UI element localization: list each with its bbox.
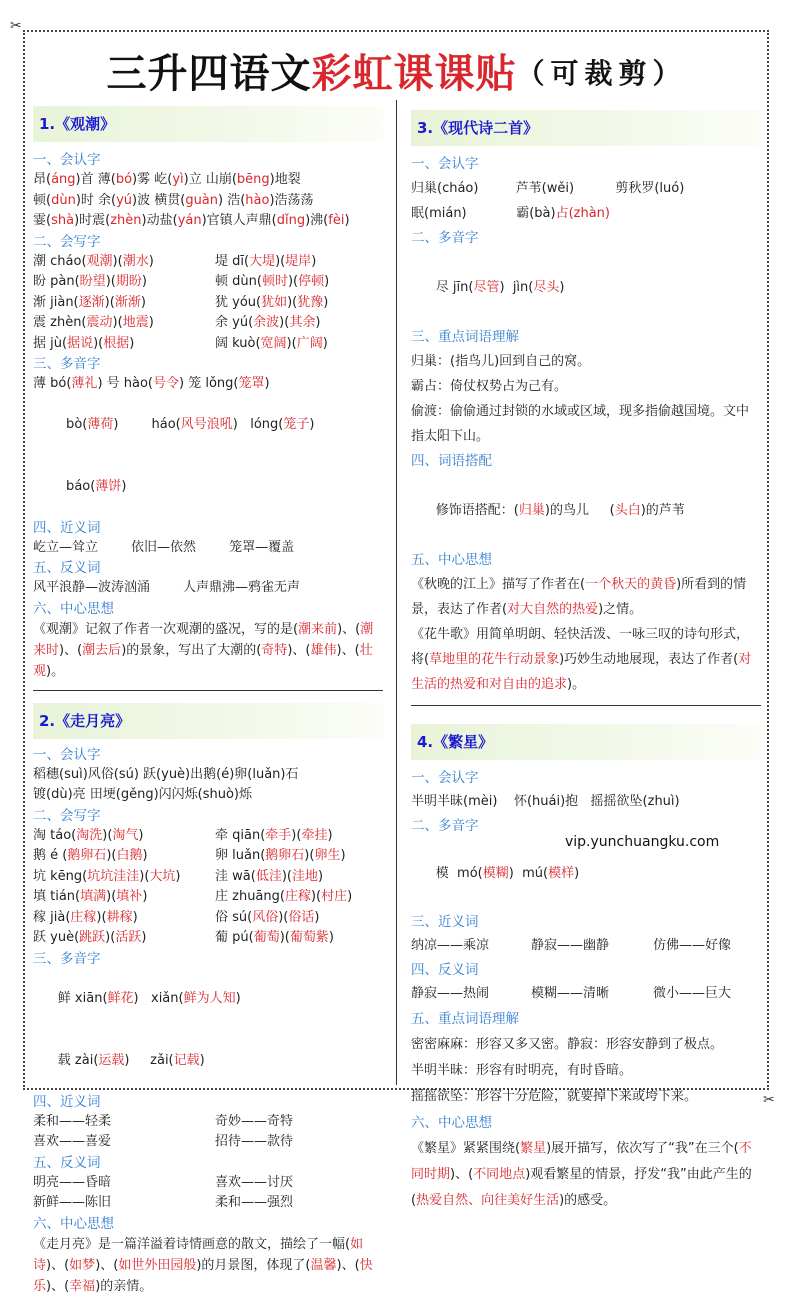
sub-heading: 五、中心思想	[411, 552, 492, 568]
writing-row: 震 zhèn(震动)(地震) 余 yú(余波)(其余)	[33, 315, 321, 330]
synonym-line: 喜欢——喜爱 招待——款待	[33, 1134, 294, 1149]
sub-heading: 二、多音字	[411, 230, 479, 246]
section-heading: 2.《走月亮》	[33, 703, 383, 739]
sub-heading: 三、多音字	[33, 950, 101, 967]
polyphone-line: bò(薄荷) háo(风号浪吼) lóng(笼子)	[57, 417, 315, 432]
section-rule	[33, 690, 383, 691]
definition: 半明半昧：形容有时明亮，有时昏暗。	[411, 1063, 633, 1078]
writing-row: 跃 yuè(跳跃)(活跃) 葡 pú(葡萄)(葡萄紫)	[33, 930, 334, 945]
writing-row: 渐 jiàn(逐渐)(渐渐) 犹 yóu(犹如)(犹豫)	[33, 294, 329, 310]
definition: 摇摇欲坠：形容十分危险，就要掉下来或垮下来。	[411, 1089, 698, 1104]
polyphone-line: báo(薄饼)	[57, 478, 127, 494]
synonym-line: 屹立—耸立 依旧—依然 笼罩—覆盖	[33, 539, 295, 555]
writing-row: 填 tián(填满)(填补) 庄 zhuāng(庄稼)(村庄)	[33, 889, 353, 904]
polyphone-line: 尽 jīn(尽管) jìn(尽头)	[435, 280, 565, 295]
sub-heading: 二、多音字	[411, 818, 479, 834]
writing-row: 潮 cháo(观潮)(潮水) 堤 dī(大堤)(堤岸)	[33, 253, 317, 269]
section-heading: 4.《繁星》	[411, 724, 761, 760]
sub-heading: 三、多音字	[33, 356, 101, 372]
sub-heading: 三、重点词语理解	[411, 329, 519, 345]
sub-heading: 一、会认字	[411, 770, 479, 786]
sub-heading: 四、词语搭配	[411, 453, 492, 469]
lesson-section-1	[33, 106, 383, 691]
synonym-line: 纳凉——乘凉 静寂——幽静 仿佛——好像	[411, 938, 732, 953]
antonym-line: 新鲜——陈旧 柔和——强烈	[33, 1195, 294, 1210]
sub-heading: 一、会认字	[411, 156, 479, 172]
lesson-section-2	[33, 703, 383, 1297]
sub-heading: 一、会认字	[33, 746, 101, 763]
central-idea: 《繁星》紧紧围绕(繁星)展开描写，依次写了“我”在三个(不同时期)、(不同地点)观看繁星的情景，抒发“我”由此产生的(热爱自然、向往美好生活)的感受。	[411, 1141, 752, 1208]
antonym-line: 风平浪静—波涛汹涌 人声鼎沸—鸦雀无声	[33, 580, 301, 595]
polyphone-line: 薄 bó(薄礼) 号 hào(号令) 笼 lǒng(笼罩)	[33, 376, 270, 391]
reading-line-1: 昂(áng)首 薄(bó)雾 屹(yì)立 山崩(bēng)地裂	[33, 172, 301, 187]
sub-heading: 五、反义词	[33, 560, 101, 576]
central-idea: 《秋晚的江上》描写了作者在(一个秋天的黄昏)所看到的情景，表达了作者(对大自然的热爱)之情。	[411, 577, 747, 617]
writing-row: 坑 kēng(坑坑洼洼)(大坑) 洼 wā(低洼)(洼地)	[33, 868, 324, 884]
section-heading: 1.《观潮》	[33, 106, 383, 142]
left-column	[33, 106, 383, 1297]
reading-line-2: 顿(dùn)时 余(yú)波 横贯(guàn) 浩(hào)浩荡荡	[33, 192, 314, 208]
writing-row: 鹅 é (鹅卵石)(白鹅) 卵 luǎn(鹅卵石)(卵生)	[33, 848, 346, 863]
definition: 霸占：倚仗权势占为己有。	[411, 379, 568, 394]
antonym-line: 明亮——昏暗 喜欢——讨厌	[33, 1174, 294, 1190]
central-idea: 《观潮》记叙了作者一次观潮的盛况，写的是(潮来前)、(潮来时)、(潮去后)的景象，写出了大潮的(奇特)、(雄伟)、(壮观)。	[33, 621, 374, 679]
sub-heading: 二、会写字	[33, 807, 101, 824]
definition: 密密麻麻：形容又多又密。静寂：形容安静到了极点。	[411, 1037, 724, 1052]
watermark-url: vip.yunchuangku.com	[565, 834, 720, 850]
polyphone-line: 鲜 xiān(鲜花) xiǎn(鲜为人知)	[57, 991, 241, 1006]
right-column	[411, 110, 761, 1214]
sub-heading: 二、会写字	[33, 233, 101, 250]
reading-line-2: 眠(mián) 霸(bà)占(zhàn)	[411, 206, 610, 221]
reading-line-1: 归巢(cháo) 芦苇(wěi) 剪秋罗(luó)	[411, 181, 685, 196]
sub-heading: 一、会认字	[33, 152, 101, 168]
polyphone-line: 载 zài(运载) zǎi(记载)	[57, 1052, 205, 1068]
reading-line-1: 半明半昧(mèi) 怀(huái)抱 摇摇欲坠(zhuì)	[411, 794, 680, 809]
reading-line-2: 镀(dù)亮 田埂(gěng)闪闪烁(shuò)烁	[33, 787, 253, 802]
column-divider	[396, 100, 397, 1085]
writing-row: 稼 jià(庄稼)(耕稼) 俗 sú(风俗)(俗话)	[33, 909, 320, 925]
sub-heading: 四、近义词	[33, 1093, 101, 1110]
central-idea: 《花牛歌》用简单明朗、轻快活泼、一咏三叹的诗句形式，将(草地里的花牛行动景象)巧妙生动地展现，表达了作者(对生活的热爱和对自由的追求)。	[411, 627, 752, 692]
reading-line-1: 稻穗(suì)风俗(sú) 跃(yuè)出鹅(é)卵(luǎn)石	[33, 766, 299, 782]
sub-heading: 六、中心思想	[33, 1215, 114, 1232]
synonym-line: 柔和——轻柔 奇妙——奇特	[33, 1113, 294, 1129]
polyphone-line: 模 mó(模糊) mú(模样)	[435, 866, 580, 881]
section-rule	[411, 705, 761, 706]
writing-list	[33, 826, 383, 949]
section-heading: 3.《现代诗二首》	[411, 110, 761, 146]
collocation-line: 修饰语搭配：(归巢)的鸟儿 (头白)的芦苇	[435, 503, 685, 518]
scissors-icon: ✂	[10, 18, 22, 34]
sub-heading: 六、中心思想	[33, 600, 114, 617]
writing-list	[33, 252, 383, 355]
lesson-section-4	[411, 724, 761, 1214]
sub-heading: 五、重点词语理解	[411, 1011, 519, 1027]
page-title: 三升四语文彩虹课课贴（可裁剪）	[106, 51, 687, 97]
sub-heading: 三、近义词	[411, 914, 479, 930]
sub-heading: 五、反义词	[33, 1154, 101, 1171]
antonym-line: 静寂——热闹 模糊——清晰 微小——巨大	[411, 986, 732, 1001]
sub-heading: 六、中心思想	[411, 1115, 492, 1131]
central-idea: 《走月亮》是一篇洋溢着诗情画意的散文，描绘了一幅(如诗)、(如梦)、(如世外田园般)的月景图，体现了(温馨)、(快乐)、(幸福)的亲情。	[33, 1236, 373, 1294]
sub-heading: 四、反义词	[411, 962, 479, 978]
scissors-icon: ✂	[763, 1092, 775, 1108]
sub-heading: 四、近义词	[33, 519, 101, 536]
writing-row: 据 jù(据说)(根据) 阔 kuò(宽阔)(广阔)	[33, 335, 328, 351]
definition: 偷渡：偷偷通过封锁的水域或区域，现多指偷越国境。文中指太阳下山。	[411, 404, 750, 444]
writing-row: 盼 pàn(盼望)(期盼) 顿 dùn(顿时)(停顿)	[33, 274, 330, 289]
writing-row: 淘 táo(淘洗)(淘气) 牵 qiān(牵手)(牵挂)	[33, 827, 333, 843]
reading-line-3: 霎(shà)时震(zhèn)动盐(yán)官镇人声鼎(dǐng)沸(fèi)	[33, 213, 350, 228]
definition: 归巢：(指鸟儿)回到自己的窝。	[411, 354, 591, 369]
lesson-section-3	[411, 110, 761, 706]
